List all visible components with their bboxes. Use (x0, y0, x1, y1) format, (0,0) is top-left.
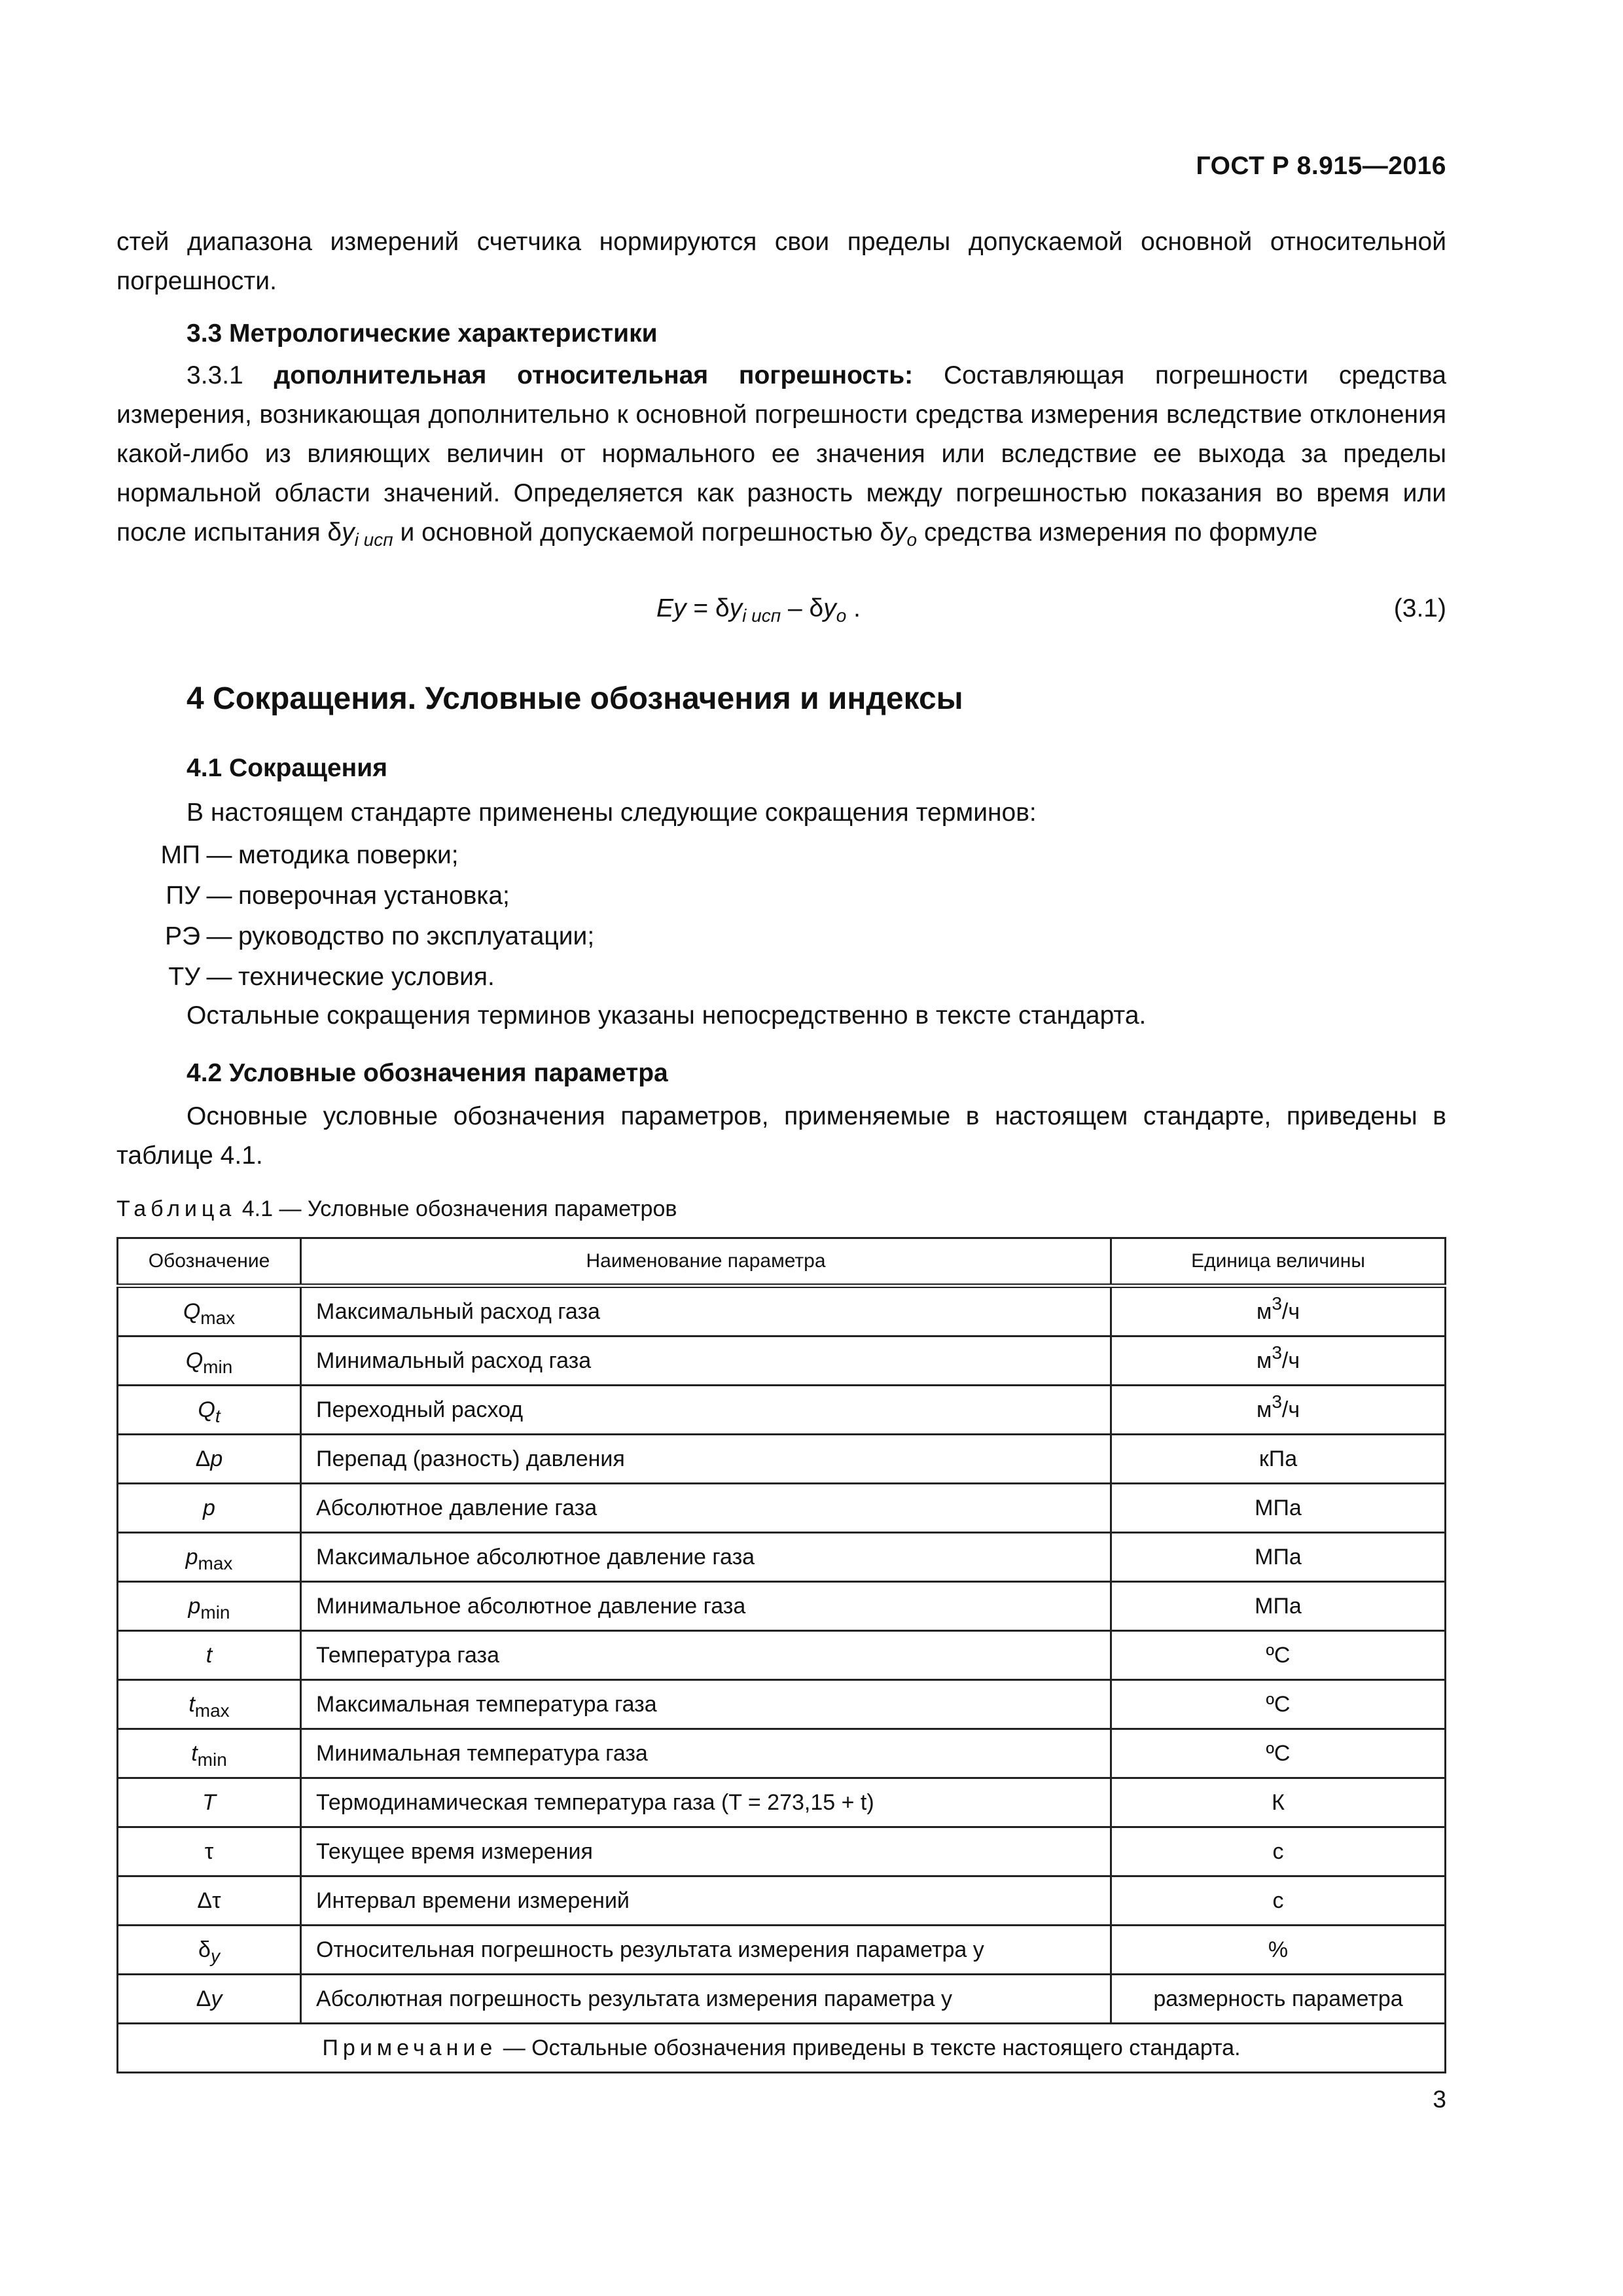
section-4-1-outro: Остальные сокращения терминов указаны непосредственно в тексте стандарта. (187, 1001, 1147, 1030)
unit-cell: кПа (1111, 1435, 1446, 1484)
table-header-row (118, 1238, 1446, 1286)
name-cell: Текущее время измерения (301, 1827, 1111, 1876)
name-cell: Интервал времени измерений (301, 1876, 1111, 1926)
name-cell: Максимальное абсолютное давление газа (301, 1533, 1111, 1582)
clause-text-b: и основной допускаемой погрешностью (400, 518, 873, 547)
table-row (118, 1926, 1446, 1975)
symbol-cell: T (118, 1778, 301, 1827)
table-row (118, 1286, 1446, 1336)
name-cell: Относительная погрешность результата измерения параметра y (301, 1926, 1111, 1975)
unit-cell: ºС (1111, 1631, 1446, 1680)
table-row (118, 1435, 1446, 1484)
abbreviation-item: ТУ — технические условия. (168, 963, 495, 991)
formula-expression: $Ey = \delta y_{i исп} - \delta y_o$ . (656, 594, 861, 626)
table-row (118, 1827, 1446, 1876)
section-4-1-heading: 4.1 Сокращения (187, 754, 387, 782)
unit-cell: К (1111, 1778, 1446, 1827)
name-cell: Абсолютное давление газа (301, 1484, 1111, 1533)
unit-cell: ºС (1111, 1729, 1446, 1778)
clause-text-a: Составляющая погрешности средства измерения, возникающая дополнительно к основной погрешности средства измерения вследствие отклонения какой-либо из влияющих величин от нормального ее значения или вследствие ее выхода за пределы нормальной области значений. Определяется как разность между погрешностью показания во время или после испытания (116, 361, 1446, 547)
table-row (118, 1680, 1446, 1729)
symbol-cell: $p_{max}$ (118, 1533, 301, 1582)
clause-3-3-1: 3.3.1 дополнительная относительная погрешность: Составляющая погрешности средства измерения, возникающая дополнительно к основной погрешности средства измерения вследствие отклонения какой-либо из влияющих величин от нормального ее значения или вследствие ее выхода за пределы нормальной области значений. Определяется как разность между погрешностью показания во время или после испытания $\delta y_{i исп}$ и основной допускаемой погрешностью $\delta y_o$ средства измерения по формуле (116, 361, 1446, 550)
section-4-1-intro: В настоящем стандарте применены следующие сокращения терминов: (187, 798, 1037, 827)
symbol-cell: $t_{min}$ (118, 1729, 301, 1778)
table-row (118, 1582, 1446, 1631)
section-4-2-heading: 4.2 Условные обозначения параметра (187, 1059, 668, 1087)
parameters-table (116, 1237, 1446, 2073)
symbol-cell: p (118, 1484, 301, 1533)
symbol-cell: t (118, 1631, 301, 1680)
name-cell: Абсолютная погрешность результата измерения параметра y (301, 1975, 1111, 2024)
table-note-row (118, 2024, 1446, 2073)
table-row (118, 1336, 1446, 1386)
symbol-cell: $\delta_y$ (118, 1926, 301, 1975)
symbol-cell: $p_{min}$ (118, 1582, 301, 1631)
column-header: Единица величины (1111, 1238, 1446, 1286)
abbreviation-list (116, 835, 1446, 997)
clause-number: 3.3.1 (187, 361, 243, 389)
column-header: Наименование параметра (301, 1238, 1111, 1286)
unit-cell: с (1111, 1876, 1446, 1926)
unit-cell: $м^3/ч$ (1111, 1386, 1446, 1435)
symbol-cell: $t_{max}$ (118, 1680, 301, 1729)
unit-cell: МПа (1111, 1484, 1446, 1533)
unit-cell: ºС (1111, 1680, 1446, 1729)
page-number: 3 (1433, 2086, 1446, 2113)
formula-number: (3.1) (1393, 594, 1446, 622)
table-row (118, 1386, 1446, 1435)
section-3-3-heading: 3.3 Метрологические характеристики (187, 319, 658, 348)
symbol-cell: Δy (118, 1975, 301, 2024)
section-4-heading: 4 Сокращения. Условные обозначения и индексы (187, 681, 963, 716)
name-cell: Максимальная температура газа (301, 1680, 1111, 1729)
table-note: Примечание — Остальные обозначения приведены в тексте настоящего стандарта. (118, 2024, 1446, 2073)
section-4-2-text: Основные условные обозначения параметров, применяемые в настоящем стандарте, приведены в таблице 4.1. (116, 1102, 1446, 1170)
name-cell: Минимальный расход газа (301, 1336, 1111, 1386)
name-cell: Минимальная температура газа (301, 1729, 1111, 1778)
symbol-cell: $Q_t$ (118, 1386, 301, 1435)
symbol-cell: Δτ (118, 1876, 301, 1926)
name-cell: Переходный расход (301, 1386, 1111, 1435)
name-cell: Максимальный расход газа (301, 1286, 1111, 1336)
table-row (118, 1729, 1446, 1778)
table-caption: Таблица 4.1 — Условные обозначения параметров (116, 1196, 677, 1221)
table-row (118, 1631, 1446, 1680)
document-id: ГОСТ Р 8.915—2016 (1196, 152, 1446, 180)
unit-cell: с (1111, 1827, 1446, 1876)
symbol-cell: τ (118, 1827, 301, 1876)
unit-cell: $м^3/ч$ (1111, 1286, 1446, 1336)
formula-3-1 (116, 589, 1446, 628)
table-row (118, 1533, 1446, 1582)
name-cell: Минимальное абсолютное давление газа (301, 1582, 1111, 1631)
symbol-cell: $Q_{max}$ (118, 1286, 301, 1336)
unit-cell: МПа (1111, 1582, 1446, 1631)
unit-cell: размерность параметра (1111, 1975, 1446, 2024)
continuation-paragraph: стей диапазона измерений счетчика нормируются свои пределы допускаемой основной относительной погрешности. (116, 228, 1446, 295)
table-row (118, 1975, 1446, 2024)
symbol-cell: Δp (118, 1435, 301, 1484)
column-header: Обозначение (118, 1238, 301, 1286)
clause-term: дополнительная относительная погрешность: (274, 361, 914, 389)
unit-cell: % (1111, 1926, 1446, 1975)
table-row (118, 1778, 1446, 1827)
name-cell: Термодинамическая температура газа (T = 273,15 + t) (301, 1778, 1111, 1827)
abbreviation-item: ПУ — поверочная установка; (166, 882, 510, 910)
symbol-cell: $Q_{min}$ (118, 1336, 301, 1386)
abbreviation-item: РЭ — руководство по эксплуатации; (164, 922, 595, 950)
clause-text-c: средства измерения по формуле (923, 518, 1318, 547)
unit-cell: МПа (1111, 1533, 1446, 1582)
abbreviation-item: МП — методика поверки; (160, 841, 459, 869)
unit-cell: $м^3/ч$ (1111, 1336, 1446, 1386)
name-cell: Перепад (разность) давления (301, 1435, 1111, 1484)
table-row (118, 1876, 1446, 1926)
name-cell: Температура газа (301, 1631, 1111, 1680)
table-row (118, 1484, 1446, 1533)
